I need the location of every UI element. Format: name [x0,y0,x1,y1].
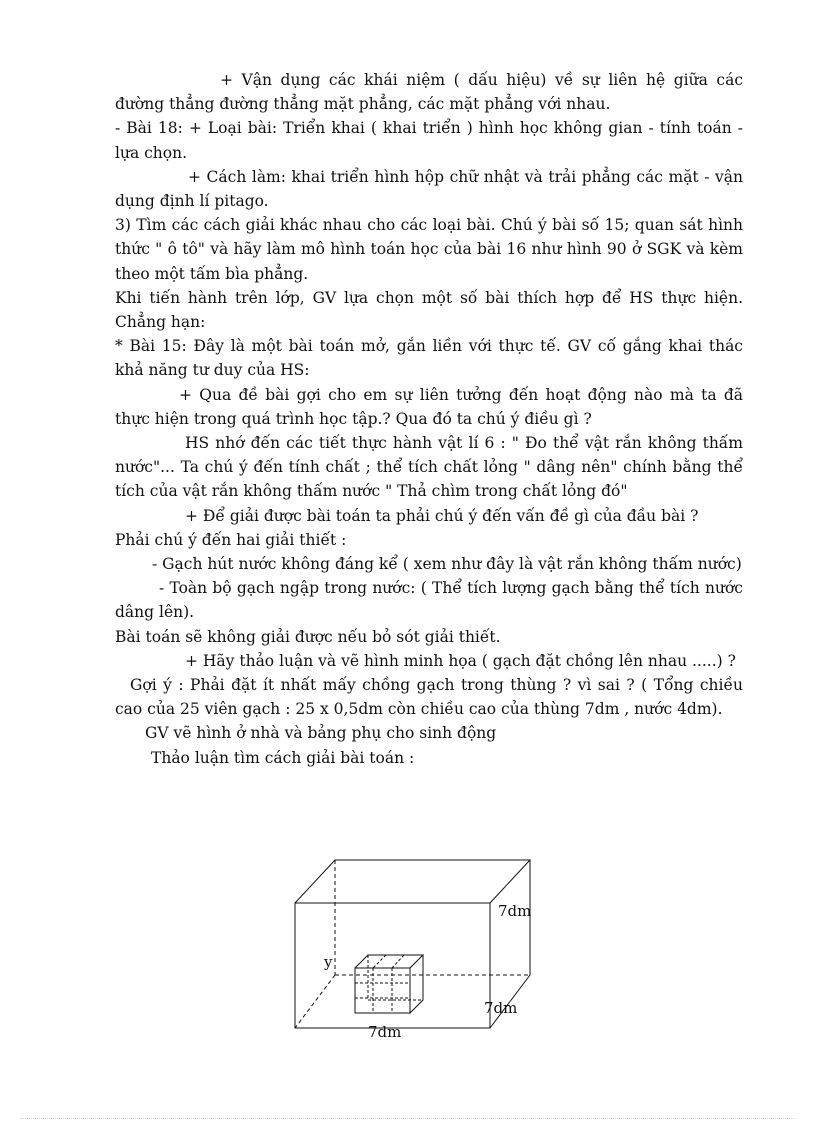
width-label: 7dm [368,1023,402,1041]
depth-label: 7dm [484,999,518,1017]
document-body [115,68,743,770]
paragraph: Khi tiến hành trên lớp, GV lựa chọn một số bài thích hợp để HS thực hiện. Chẳng hạn: [115,288,743,332]
paragraph: - Gạch hút nước không đáng kể ( xem như đây là vật rắn không thấm nước) [152,555,742,574]
paragraph: Gợi ý : Phải đặt ít nhất mấy chồng gạch trong thùng ? vì sai ? ( Tổng chiều cao của 25 viên gạch : 25 x 0,5dm còn chiều cao của thùng 7dm , nước 4dm). [115,676,743,719]
height-label: 7dm [498,902,532,920]
paragraph: GV vẽ hình ở nhà và bảng phụ cho sinh động [145,724,497,743]
box-diagram [280,850,540,1050]
axis-label: y [324,953,333,971]
paragraph: HS nhớ đến các tiết thực hành vật lí 6 : " Đo thể vật rắn không thấm nước"... Ta chú ý đến tính chất ; thể tích chất lỏng " dâng nên" chính bằng thể tích của vật rắn không thấm nước " Thả chìm trong chất lỏng đó" [115,434,743,501]
box-top-face [295,860,530,903]
footer-divider [20,1118,796,1119]
paragraph: 3) Tìm các cách giải khác nhau cho các loại bài. Chú ý bài số 15; quan sát hình thức " ô tô" và hãy làm mô hình toán học của bài 16 như hình 90 ở SGK và kèm theo một tấm bìa phẳng. [115,216,743,283]
paragraph: Phải chú ý đến hai giải thiết : [115,530,347,549]
box-diagram-svg [280,850,540,1050]
paragraph: + Vận dụng các khái niệm ( dấu hiệu) về sự liên hệ giữa các đường thẳng đường thẳng mặt phẳng, các mặt phẳng với nhau. [115,71,743,114]
paragraph: Thảo luận tìm cách giải bài toán : [151,748,415,767]
paragraph: Bài toán sẽ không giải được nếu bỏ sót giải thiết. [115,627,501,646]
paragraph: + Hãy thảo luận và vẽ hình minh họa ( gạch đặt chồng lên nhau .....) ? [185,651,736,670]
paragraph: - Bài 18: + Loại bài: Triển khai ( khai triển ) hình học không gian - tính toán - lựa chọn. [115,119,743,162]
paragraph: * Bài 15: Đây là một bài toán mở, gắn liền với thực tế. GV cố gắng khai thác khả năng tư duy của HS: [115,337,743,380]
paragraph: + Cách làm: khai triển hình hộp chữ nhật và trải phẳng các mặt - vận dụng định lí pitago. [115,167,743,211]
paragraph: + Để giải được bài toán ta phải chú ý đến vấn đề gì của đầu bài ? [185,506,699,525]
brick-stack [355,955,423,1013]
paragraph: + Qua đề bài gợi cho em sự liên tưởng đến hoạt động nào mà ta đã thực hiện trong quá trình học tập.? Qua đó ta chú ý điều gì ? [115,385,743,428]
paragraph: - Toàn bộ gạch ngập trong nước: ( Thể tích lượng gạch bằng thể tích nước dâng lên). [115,579,743,622]
